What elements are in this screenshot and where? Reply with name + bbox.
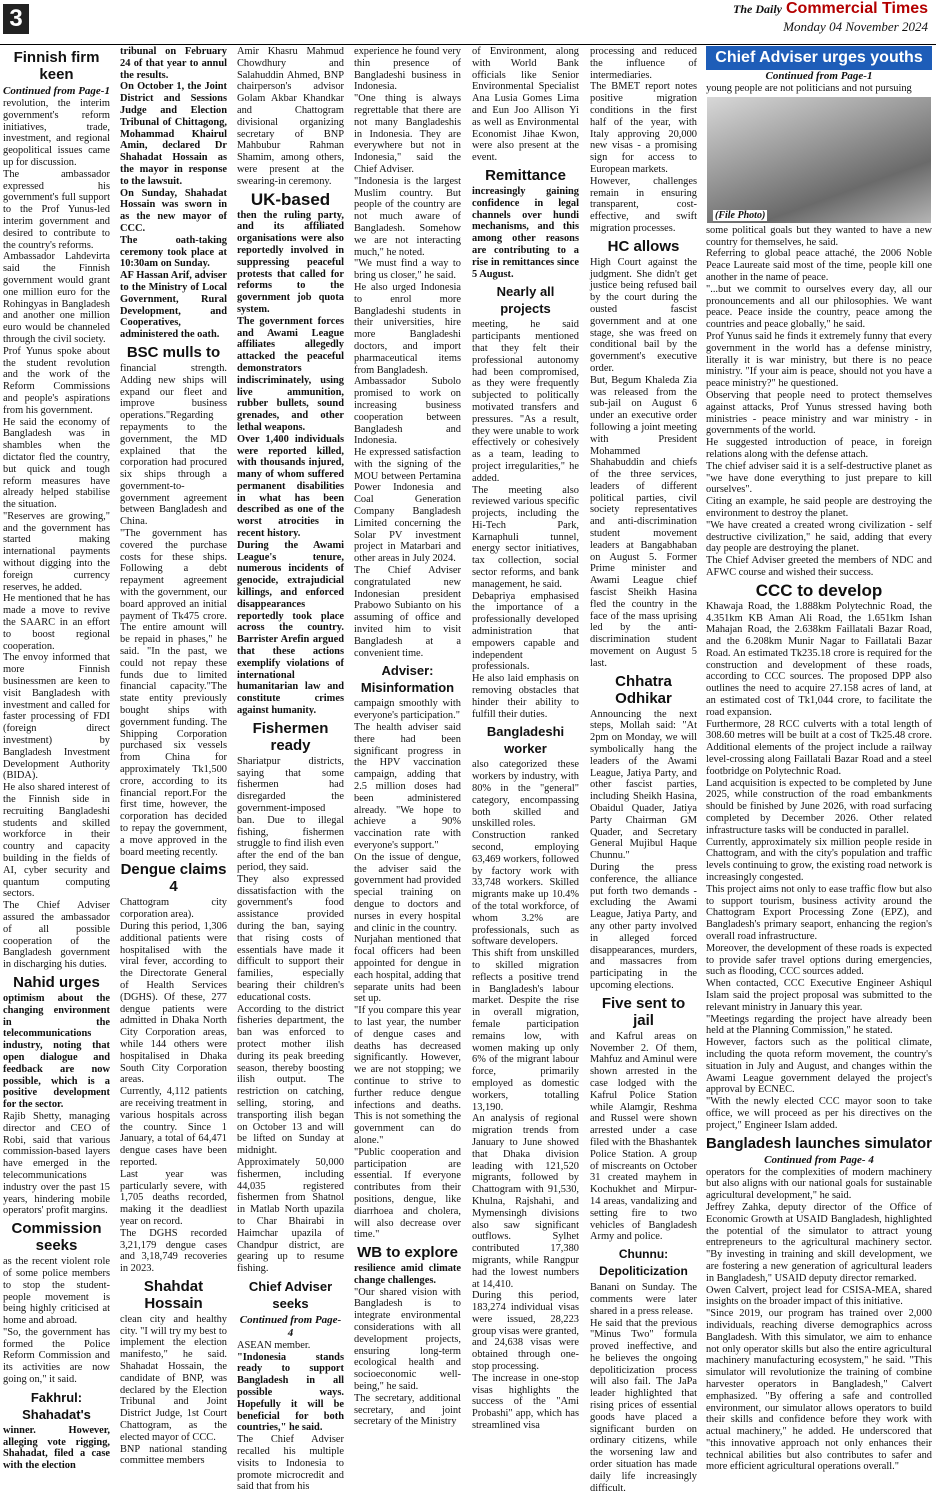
paragraph: He mentioned that he has made a move to revive the SAARC in an effort to boost regional cooperation. xyxy=(3,593,110,652)
paragraph: The chief adviser said it is a self-destructive planet as "we have done everything to just prepare to kill ourselves". xyxy=(706,461,932,496)
paragraph: The health adviser said there had been significant progress in the HPV vaccination campaign, adding that 2.5 million doses had been administered already. "We hope to achieve a 90% vaccination rate with everyone's support." xyxy=(354,722,461,852)
column-1 xyxy=(3,46,110,1451)
issue-date: Monday 04 November 2024 xyxy=(733,19,928,35)
paragraph: High Court against the judgment. She didn't get justice being refused bail by the court during the ousted fascist government and at one stage, she was freed on conditional bail by the government's executive order. xyxy=(590,257,697,375)
paragraph: Prof Yunus spoke about the student revolution and the work of the Reform Commissions and people's aspirations from his government. xyxy=(3,346,110,417)
paragraph: On the issue of dengue, the adviser said the government had provided special training on dengue to doctors and nurses in every hospital and clinic in the country. xyxy=(354,852,461,935)
paragraph: Jeffrey Zahka, deputy director of the Office of Economic Growth at USAID Bangladesh, highlighted the potential of the simulator to attract young entrepreneurs to the agricultural machinery sector. "By investing in training and skill development, we are fostering a new generation of agricultural leaders in Bangladesh," USAID deputy director remarked. xyxy=(706,1202,932,1285)
paragraph: He also laid emphasis on removing obstacles that hinder their ability to fulfill their duties. xyxy=(472,673,579,720)
paragraph: The secretary, additional secretary, and joint secretary of the Ministry xyxy=(354,1393,461,1428)
paragraph: He said the economy of Bangladesh was in shambles when the dictator fled the country, but quick and tough reform measures have already helped stabilise the situation. xyxy=(3,417,110,511)
paragraph: They also expressed dissatisfaction with the government's food assistance provided during the ban, saying that rising costs of essentials have made it difficult to support their families, especially bearing their children's educational costs. xyxy=(237,874,344,1004)
headline-ccc-to-develop: CCC to develop xyxy=(706,582,932,599)
headline-hc-allows: HC allows xyxy=(590,238,697,255)
paragraph: When contacted, CCC Executive Engineer Ashiqul Islam said the project proposal was submitted to the relevant ministry in January this year. xyxy=(706,978,932,1013)
headline-chief-adviser-urges-youths: Chief Adviser urges youths xyxy=(706,46,932,70)
page-header xyxy=(0,0,936,46)
paragraph: as the recent violent role of some police members to stop the student-people movement is being highly criticised at home and abroad. xyxy=(3,1256,110,1327)
masthead-title: Commercial Times xyxy=(786,0,928,17)
paragraph: Chattogram city corporation area). xyxy=(120,897,227,921)
page-number: 3 xyxy=(3,4,29,34)
headline-finnish-firm: Finnish firm keen xyxy=(3,49,110,83)
paragraph: BNP national standing committee members xyxy=(120,1444,227,1468)
paragraph: On Sunday, Shahadat Hossain was sworn in as the new mayor of CCC. xyxy=(120,188,227,235)
paragraph: tribunal on February 24 of that year to annul the results. xyxy=(120,46,227,81)
headline-fishermen-ready: Fishermen ready xyxy=(237,720,344,754)
paragraph: Khawaja Road, the 1.888km Polytechnic Road, the 4.351km KB Aman Ali Road, the 1.651km Ishan Mahajan Road, the 2.638km Faillatali Bazar Road, and the 6.208km Munir Nagar to Faillatali Bazar Road. An estimated Tk235.18 crore is required for the construction and development of these roads, according to CCC sources. The proposed DPP also outlines the need to acquire 27.158 acres of land, at an estimated cost of Tk1,044 crore, to facilitate the road expansion. xyxy=(706,601,932,719)
paragraph: Observing that people need to protect themselves against attacks, Prof Yunus stressed having both ministries - peace ministry and war ministry - in governments of the world. xyxy=(706,390,932,437)
paragraph: The DGHS recorded 3,21,179 dengue cases and 3,18,749 recoveries in 2023. xyxy=(120,1228,227,1275)
headline-commission-seeks: Commission seeks xyxy=(3,1220,110,1254)
paragraph: Banani on Sunday. The comments were later shared in a press release. xyxy=(590,1282,697,1317)
headline-uk-based: UK-based xyxy=(237,191,344,208)
headline-remittance: Remittance xyxy=(472,167,579,184)
paragraph: revolution, the interim government's reform initiatives, trade, investment, and regional geopolitical issues came up for discussion. xyxy=(3,98,110,169)
paragraph: winner. However, alleging vote rigging, Shahadat, filed a case with the election xyxy=(3,1425,110,1472)
paragraph: However, factors such as the political climate, including the quota reform movement, the country's situation in July and August, and changes within the Awami League government delayed the project's approval by ECNEC. xyxy=(706,1037,932,1096)
headline-nearly-all-projects: Nearly all projects xyxy=(472,283,579,317)
paragraph: increasingly gaining confidence in legal channels over hundi mechanisms, and this among other reasons are contributing to a rise in remittances since 5 August. xyxy=(472,186,579,280)
paragraph: Citing an example, he said people are destroying the environment to destroy the planet. xyxy=(706,496,932,520)
column-4 xyxy=(354,46,461,1451)
paragraph: of Environment, along with World Bank officials like Senior Environmental Specialist Ana Lusia Gomes Lima and Eun Joo Allison Yi as well as Environmental Economist Jihae Kwon, were also present at the event. xyxy=(472,46,579,164)
paragraph: "We must find a way to bring us closer," he said. xyxy=(354,258,461,282)
paragraph: then the ruling party, and its affiliated organisations were also reportedly involved in suppressing peaceful protests that called for reforms to the government job quota system. xyxy=(237,210,344,316)
paragraph: But, Begum Khaleda Zia was released from the sub-jail on August 6 under an executive order following a joint meeting with President Mohammed Shahabuddin and chiefs of the three services, leaders of different political parties, civil society representatives and anti-discrimination student movement leaders at Bangabhaban on August 5. Former Prime minister and Awami League chief fascist Sheikh Hasina fled the country in the face of the mass uprising led by the anti-discrimination student movement on August 5 last. xyxy=(590,375,697,670)
paragraph: Amir Khasru Mahmud Chowdhury and Salahuddin Ahmed, BNP chairperson's advisor Golam Akbar Khandkar and Chattogram divisional organizing secretary of BNP Mahbubur Rahman Shamim, among others, were present at the swearing-in ceremony. xyxy=(237,46,344,188)
masthead-the-daily: The Daily xyxy=(733,2,782,16)
paragraph: Referring to global peace attaché, the 2006 Noble Peace Laureate said most of the time, people kill one another in the name of peace. xyxy=(706,248,932,283)
paragraph: However, challenges remain in ensuring transparent, cost-effective, and swift migration processes. xyxy=(590,176,697,235)
paragraph: Announcing the next steps, Mollah said: "At 2pm on Monday, we will symbolically hang the leaders of the Awami League, Jatiya Party, and other fascist parties, including Sheikh Hasina, Obaidul Quader, Jatiya Party Chairman GM Quader, and Secretary General Mujibul Haque Chunnu." xyxy=(590,709,697,862)
paragraph: "So, the government has formed the Police Reform Commission and its activities are now going on," it said. xyxy=(3,1327,110,1386)
headline-dengue-claims: Dengue claims 4 xyxy=(120,861,227,895)
headline-five-sent-to-jail: Five sent to jail xyxy=(590,995,697,1029)
paragraph: Prof Yunus said he finds it extremely funny that every government in the world has a defense ministry, literally it is war ministry, but there is no peace ministry. "If your aim is peace, should not you have a peace ministry?" he questioned. xyxy=(706,331,932,390)
paragraph: Nurjahan mentioned that focal officers had been appointed for dengue in each hospital, adding that separate units had been set up. xyxy=(354,934,461,1005)
paragraph: meeting, he said participants mentioned that they felt their professional autonomy had been compromised, as they were frequently subjected to politically motivated transfers and pressures. "As a result, they were unable to work effectively or cohesively as a team, leading to project irregularities," he added. xyxy=(472,319,579,484)
paragraph: Construction ranked second, employing 63,469 workers, followed by factory work with 33,748 workers. Skilled migrants make up 10.4% of the total workforce, of whom 3.2% are professionals, such as software developers. xyxy=(472,830,579,948)
paragraph: processing and reduced the influence of intermediaries. xyxy=(590,46,697,81)
paragraph: "With the newly elected CCC mayor soon to take office, we will proceed as per his directives on the project," Engineer Islam added. xyxy=(706,1096,932,1131)
paragraph: young people are not politicians and not pursuing xyxy=(706,83,932,95)
paragraph: "If you compare this year to last year, the number of dengue cases and deaths has decreased significantly. However, we are not stopping; we continue to strive to further reduce dengue infections and deaths. This is not something the government can do alone." xyxy=(354,1005,461,1147)
paragraph: The envoy informed that more Finnish businessmen are keen to visit Bangladesh with investment and called for faster processing of FDI (foreign direct investment) by Bangladesh Investment Development Authority (BIDA). xyxy=(3,652,110,782)
paragraph: The BMET report notes positive migration conditions in the first half of the year, with Italy approving 20,000 new visas - a promising sign for access to European markets. xyxy=(590,81,697,175)
paragraph: The ambassador expressed his government's full support to the Prof Yunus-led interim government and desired to contribute to the country's reforms. xyxy=(3,169,110,252)
paragraph: An analysis of regional migration trends from January to June showed that Dhaka division leading with 121,520 migrants, followed by Chattogram with 91,530, Khulna, Rajshahi, and Mymensingh divisions also saw significant outflows. Sylhet contributed 17,380 migrants, while Rangpur had the lowest numbers at 14,410. xyxy=(472,1113,579,1290)
paragraph: On October 1, the Joint District and Sessions Judge and Election Tribunal of Chittagong, Mohammad Khairul Amin, declared Dr Shahadat Hossain as the mayor in response to the lawsuit. xyxy=(120,81,227,187)
paragraph: Currently, 4,112 patients are receiving treatment in various hospitals across the country. Since 1 January, a total of 64,471 dengue cases have been reported. xyxy=(120,1086,227,1169)
paragraph: "Indonesia is the largest Muslim country. But people of the country are not much aware of Bangladesh. Somehow we are not interacting much," he noted. xyxy=(354,176,461,259)
paragraph: During the Awami League's tenure, numerous incidents of genocide, extrajudicial killings, and enforced disappearances reportedly took place across the country. Barrister Arefin argued that these actions exemplify violations of international humanitarian law and constitute crimes against humanity. xyxy=(237,540,344,717)
paragraph: AF Hassan Arif, adviser to the Ministry of Local Government, Rural Development, and Cooperatives, administered the oath. xyxy=(120,270,227,341)
paragraph: Owen Calvert, project lead for CSISA-MEA, shared insights on the broader impact of this initiative. xyxy=(706,1285,932,1309)
paragraph: Last year was particularly severe, with 1,705 deaths recorded, making it the deadliest year on record. xyxy=(120,1169,227,1228)
paragraph: "Indonesia stands ready to support Bangladesh in all possible ways. Hopefully it will be beneficial for both countries," he said. xyxy=(237,1352,344,1435)
paragraph: clean city and healthy city. "I will try my best to implement the election manifesto," he said. Shahadat Hossain, the candidate of BNP, was declared by the Election Tribunal and Joint District Judge, 1st Court Chattogram, as the elected mayor of CCC. xyxy=(120,1314,227,1444)
headline-chhatra-odhikar: Chhatra Odhikar xyxy=(590,673,697,707)
paragraph: ASEAN member. xyxy=(237,1340,344,1352)
paragraph: "Reserves are growing," and the government has started making international payments without digging into the foreign currency reserves, he added. xyxy=(3,511,110,594)
column-5 xyxy=(472,46,579,1451)
paragraph: The oath-taking ceremony took place at 10:30am on Sunday. xyxy=(120,235,227,270)
paragraph: campaign smoothly with everyone's participation." xyxy=(354,698,461,722)
paragraph: operators for the complexities of modern machinery but also aligns with our national goals for sustainable agricultural development," he said. xyxy=(706,1167,932,1202)
paragraph: Moreover, the development of these roads is expected to provide safer travel options during emergencies, such as flooding, CCC sources added. xyxy=(706,943,932,978)
paragraph: The meeting also reviewed various specific projects, including the Hi-Tech Park, Karnaphuli tunnel, energy sector initiatives, tax collection, social sector reforms, and bank management, he said. xyxy=(472,485,579,591)
paragraph: Debapriya emphasised the importance of a professionally developed administration that empowers capable and independent professionals. xyxy=(472,591,579,674)
paragraph: also categorized these workers by industry, with 80% in the "general" category, encompassing both skilled and unskilled roles. xyxy=(472,759,579,830)
paragraph: "...but we commit to ourselves every day, all our pronouncements and all our philosophies. We want peace. Peace inside the country, peace among the countries and peace globally," he said. xyxy=(706,284,932,331)
paragraph: and Kafrul areas on November 2. Of them, Mahfuz and Aminul were shown arrested in the case lodged with the Kafrul Police Station while Alamgir, Reshma and Russel were shown arrested under a case filed with the Bhashantek Police Station. A group of miscreants on October 31 created mayhem in Kochukhet and Mirpur-14 areas, vandalizing and setting fire to two vehicles of Bangladesh Army and police. xyxy=(590,1031,697,1243)
headline-fakhrul: Fakhrul: Shahadat's xyxy=(3,1389,110,1423)
paragraph: During this period, 1,306 additional patients were hospitalised with the viral fever, according to the Directorate General of Health Services (DGHS). Of these, 277 dengue patients were admitted in Dhaka North City Corporation areas, while 144 others were hospitalised in Dhaka South City Corporation areas. xyxy=(120,921,227,1086)
paragraph: Over 1,400 individuals were reported killed, with thousands injured, many of whom suffered permanent disabilities in what has been described as one of the worst atrocities in recent history. xyxy=(237,434,344,540)
headline-bangladesh-launches-simulator: Bangladesh launches simulator xyxy=(706,1135,932,1152)
paragraph: Ambassador Subolo promised to work on increasing business cooperation between Bangladesh and Indonesia. xyxy=(354,376,461,447)
paragraph: The Chief Adviser recalled his multiple visits to Indonesia to promote microcredit and said that from his xyxy=(237,1434,344,1493)
paragraph: The Chief Adviser greeted the members of NDC and AFWC course and wished their success. xyxy=(706,555,932,579)
header-rule xyxy=(0,44,936,45)
paragraph: The Chief Adviser assured the ambassador of all possible cooperation of the Bangladesh government in discharging his duties. xyxy=(3,900,110,971)
masthead xyxy=(733,0,928,35)
paragraph: This project aims not only to ease traffic flow but also to support tourism, business activity around the Chattogram Export Processing Zone (EPZ), and Bangladesh's primary seaport, enhancing the region's overall road infrastructure. xyxy=(706,884,932,943)
paragraph: financial strength. Adding new ships will expand our fleet and improve business operations."Regarding repayments to the government, the MD explained that the corporation had procured six ships through a government-to-government agreement between Bangladesh and China. xyxy=(120,363,227,528)
paragraph: Currently, approximately six million people reside in Chattogram, and with the city's population and traffic levels continuing to grow, the existing road network is increasingly congested. xyxy=(706,837,932,884)
headline-bsc-mulls: BSC mulls to xyxy=(120,344,227,361)
paragraph: He expressed satisfaction with the signing of the MOU between Pertamina Power Indonesia and Coal Generation Company Bangladesh Limited concerning the Solar PV investment project in Matarbari and other areas in July 2024. xyxy=(354,447,461,565)
paragraph: During this period, 183,274 individual visas were issued, 28,223 group visas were granted, and 24,638 visas were obtained through one-stop processing. xyxy=(472,1290,579,1373)
paragraph: Approximately 50,000 fishermen, including 44,035 registered fishermen from Shatnol in Matlab North upazila to Char Bhairabi in Haimchar upazila of Chandpur district, are gearing up to resume fishing. xyxy=(237,1157,344,1275)
paragraph: The increase in one-stop visas highlights the success of the "Ami Probashi" app, which has streamlined visa xyxy=(472,1373,579,1432)
continued-note: Continued from Page- 4 xyxy=(237,1314,344,1340)
paragraph: "One thing is always regrettable that there are not many Bangladeshis in Indonesia. They are everywhere but not in Indonesia," said the Chief Adviser. xyxy=(354,93,461,176)
headline-chunnu-depoliticization: Chunnu: Depoliticization xyxy=(590,1246,697,1280)
paragraph: He said that the previous "Minus Two" formula proved ineffective, and he believes the ongoing depoliticization process will also fail. The JaPa leader highlighted that rising prices of essential goods have placed a significant burden on ordinary citizens, while the worsening law and order situation has made daily life increasingly difficult. xyxy=(590,1318,697,1494)
photo-caption: (File Photo) xyxy=(713,210,767,221)
column-3 xyxy=(237,46,344,1451)
paragraph: optimism about the changing environment in the telecommunications industry, noting that open dialogue and feedback are now possible, which is a positive development for the sector. xyxy=(3,993,110,1111)
paragraph: He suggested introduction of peace, in foreign relations along with the defense attach. xyxy=(706,437,932,461)
paragraph: During the press conference, the alliance put forth two demands - excluding the Awami League, Jatiya Party, and any other party involved in alleged forced disappearances, murders, and massacres from participating in the upcoming elections. xyxy=(590,862,697,992)
news-photo xyxy=(707,97,931,223)
paragraph: The Chief Adviser congratulated new Indonesian president Prabowo Subianto on his assuming of office and invited him to visit Bangladesh at a convenient time. xyxy=(354,565,461,659)
paragraph: "Public cooperation and participation are essential. If everyone contributes from their positions, dengue, like diarrhoea and cholera, will also decrease over time." xyxy=(354,1147,461,1241)
paragraph: experience he found very thin presence of Bangladeshi business in Indonesia. xyxy=(354,46,461,93)
paragraph: This shift from unskilled to skilled migration reflects a positive trend in Bangladesh's labour market. Despite the rise in overall migration, female participation remains low, with women making up only 6% of the migrant labour force, primarily employed as domestic workers, totalling 13,190. xyxy=(472,948,579,1113)
paragraph: Land acquisition is expected to be completed by June 2025, while construction of the road embankments should be finished by June 2026, with road surfacing completed by December 2026. Other related infrastructure tasks will be conducted in parallel. xyxy=(706,778,932,837)
headline-chief-adviser-seeks: Chief Adviser seeks xyxy=(237,1278,344,1312)
paragraph: The government forces and Awami League affiliates allegedly attacked the peaceful demonstrators indiscriminately, using live ammunition, rubber bullets, sound grenades, and other lethal weapons. xyxy=(237,316,344,434)
headline-bangladeshi-worker: Bangladeshi worker xyxy=(472,723,579,757)
column-2 xyxy=(120,46,227,1451)
paragraph: Rajib Shetty, managing director and CEO of Robi, said that various commission-based layers have emerged in the telecommunications industry over the past 15 years, hindering mobile operators' profit margins. xyxy=(3,1111,110,1217)
paragraph: He also shared interest of the Finnish side in recruiting Bangladeshi students and skilled workforce in their country and capacity building in the fields of AI, cyber security and quantum computing sectors. xyxy=(3,782,110,900)
column-6 xyxy=(590,46,697,1451)
paragraph: "The government has covered the purchase costs for these ships. Following a debt repayment agreement with the government, our board approved an initial payment of Tk475 crore. The entire amount will be repaid in phases," he said. "In the past, we could not repay these funds due to limited financial capacity."The state entity previously bought ships with government funding. The Shipping Corporation purchased six vessels from China for approximately Tk1,500 crore, according to its financial report.For the first time, however, the corporation has decided to repay the government, a move approved in the board meeting recently. xyxy=(120,528,227,858)
headline-wb-to-explore: WB to explore xyxy=(354,1244,461,1261)
headline-nahid-urges: Nahid urges xyxy=(3,974,110,991)
paragraph: "Since 2019, our program has trained over 2,000 individuals, reaching diverse demographics across Bangladesh. With this simulator, we aim to enhance not only operator skills but also the entire agricultural machinery manufacturing ecosystem," he said. "This simulator will revolutionize the training of combine harvester operators in Bangladesh," Calvert emphasized. "By offering a safe and controlled environment, our simulator allows operators to build their skills and confidence before they work with actual machinery," he added. He underscored that "this innovative approach not only enhances their technical abilities but also contributes to safer and more efficient agricultural operations overall." xyxy=(706,1308,932,1473)
paragraph: Ambassador Lahdevirta said the Finnish government would grant one million euro for the Rohingyas in Bangladesh and another one million euro would be channeled through the civil society. xyxy=(3,251,110,345)
paragraph: "Our shared vision with Bangladesh is to integrate environmental considerations with all development projects, ensuring long-term ecological health and socioeconomic well-being," he said. xyxy=(354,1287,461,1393)
paragraph: "We have created a created wrong civilization - self destructive civilization," he said, adding that every day people are destroying the planet. xyxy=(706,520,932,555)
paragraph: "Meetings regarding the project have already been held at the Planning Commission," he stated. xyxy=(706,1014,932,1038)
headline-adviser-misinformation: Adviser: Misinformation xyxy=(354,662,461,696)
continued-note: Continued from Page-1 xyxy=(3,85,110,98)
column-7 xyxy=(706,46,932,1451)
paragraph: resilience amid climate change challenges. xyxy=(354,1263,461,1287)
headline-shahdat-hossain: Shahdat Hossain xyxy=(120,1278,227,1312)
paragraph: some political goals but they wanted to have a new country for themselves, he said. xyxy=(706,225,932,249)
continued-note: Continued from Page-1 xyxy=(706,70,932,83)
paragraph: He also urged Indonesia to enrol more Bangladeshi students in their universities, hire more Bangladeshi doctors, and import pharmaceutical items from Bangladesh. xyxy=(354,282,461,376)
paragraph: Shariatpur districts, saying that some fishermen had disregarded the government-imposed ban. Due to illegal fishing, fishermen struggle to find ilish even after the end of the ban period, they said. xyxy=(237,756,344,874)
continued-note: Continued from Page- 4 xyxy=(706,1154,932,1167)
paragraph: Furthermore, 28 RCC culverts with a total length of 308.60 metres will be built at a cost of Tk25.48 crore. Additional elements of the project include a railway level-crossing along Faillatali Bazar Road and a steel footbridge on Polytechnic Road. xyxy=(706,719,932,778)
paragraph: According to the district fisheries department, the ban was enforced to protect mother ilish during its peak breeding season, thereby boosting ilish output. The restriction on catching, selling, storing, and transporting ilish began on October 13 and will be lifted on Sunday at midnight. xyxy=(237,1004,344,1157)
